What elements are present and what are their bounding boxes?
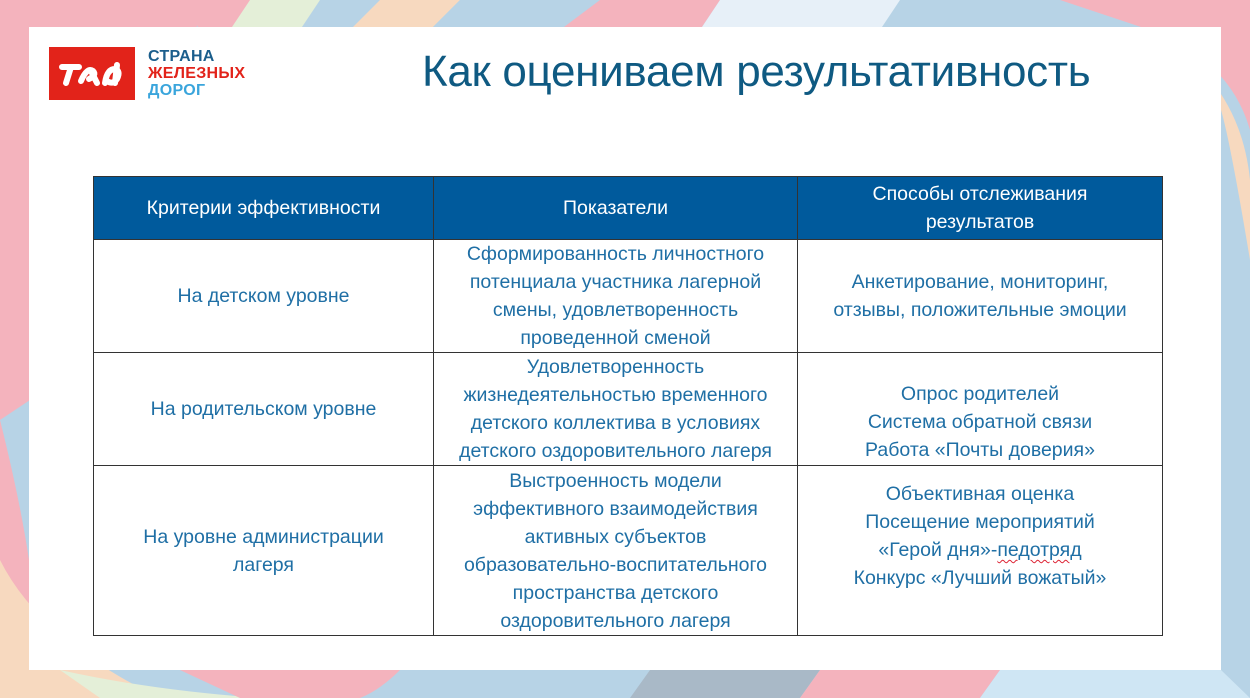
rzd-logo-mark-icon — [49, 47, 135, 100]
indicator-line: проведенной сменой — [520, 327, 711, 349]
indicator-line: потенциала участника лагерной — [469, 271, 762, 293]
indicator-line: жизнедеятельностью временного — [463, 384, 768, 406]
method-line: Конкурс «Лучший вожатый» — [853, 567, 1107, 589]
criterion-text: лагеря — [233, 553, 294, 576]
slide-card — [29, 27, 1221, 670]
method-line — [802, 536, 1158, 564]
indicator-line: эффективного взаимодействия — [473, 497, 758, 520]
criterion-cell — [94, 240, 434, 353]
page-title: Как оцениваем результативность — [422, 47, 1091, 96]
table-row — [94, 466, 1163, 636]
methods-cell — [798, 466, 1163, 636]
column-header-methods — [798, 177, 1163, 240]
table-row — [94, 353, 1163, 466]
method-line: Система обратной связи — [867, 411, 1093, 433]
indicator-line: смены, удовлетворенность — [492, 299, 739, 321]
indicator-line: Сформированность личностного — [466, 243, 765, 265]
criterion-text: На детском уровне — [177, 285, 350, 307]
methods-cell — [798, 240, 1163, 353]
logo-line-1: СТРАНА — [148, 48, 215, 65]
indicators-cell — [434, 353, 798, 466]
method-text: «Герой дня»- — [878, 539, 998, 561]
method-line: Опрос родителей — [900, 383, 1060, 405]
method-line: Работа «Почты доверия» — [865, 439, 1095, 461]
indicator-line: детского коллектива в условиях — [470, 412, 761, 434]
table-row — [94, 240, 1163, 353]
methods-cell — [798, 353, 1163, 466]
indicator-line: пространства детского — [512, 581, 719, 604]
method-line: Анкетирование, мониторинг, — [851, 271, 1109, 293]
indicators-cell — [434, 466, 798, 636]
indicators-cell — [434, 240, 798, 353]
method-line: Объективная оценка — [885, 483, 1075, 505]
criterion-text: На уровне администрации — [143, 525, 384, 548]
column-header-indicators: Показатели — [434, 177, 798, 240]
criterion-text: На родительском уровне — [150, 398, 377, 420]
indicator-line: Удовлетворенность — [526, 356, 705, 378]
method-line: отзывы, положительные эмоции — [833, 299, 1127, 321]
method-line: Посещение мероприятий — [865, 511, 1095, 533]
indicator-line: оздоровительного лагеря — [500, 609, 731, 632]
column-header-methods-text: Способы отслеживания результатов — [872, 183, 1088, 233]
effectiveness-table — [93, 176, 1163, 636]
spellcheck-underlined-word: педотряд — [997, 539, 1082, 561]
table-header-row — [94, 177, 1163, 240]
column-header-criteria: Критерии эффективности — [94, 177, 434, 240]
rzd-logo — [49, 47, 245, 100]
logo-wordmark — [148, 48, 245, 99]
indicator-line: образовательно-воспитательного — [463, 553, 768, 576]
logo-line-2: ЖЕЛЕЗНЫХ — [148, 65, 246, 82]
logo-line-3: ДОРОГ — [148, 82, 206, 99]
criterion-cell — [94, 466, 434, 636]
indicator-line: активных субъектов — [524, 525, 707, 548]
indicator-line: детского оздоровительного лагеря — [459, 440, 772, 462]
indicator-line: Выстроенность модели — [509, 469, 722, 492]
criterion-cell — [94, 353, 434, 466]
